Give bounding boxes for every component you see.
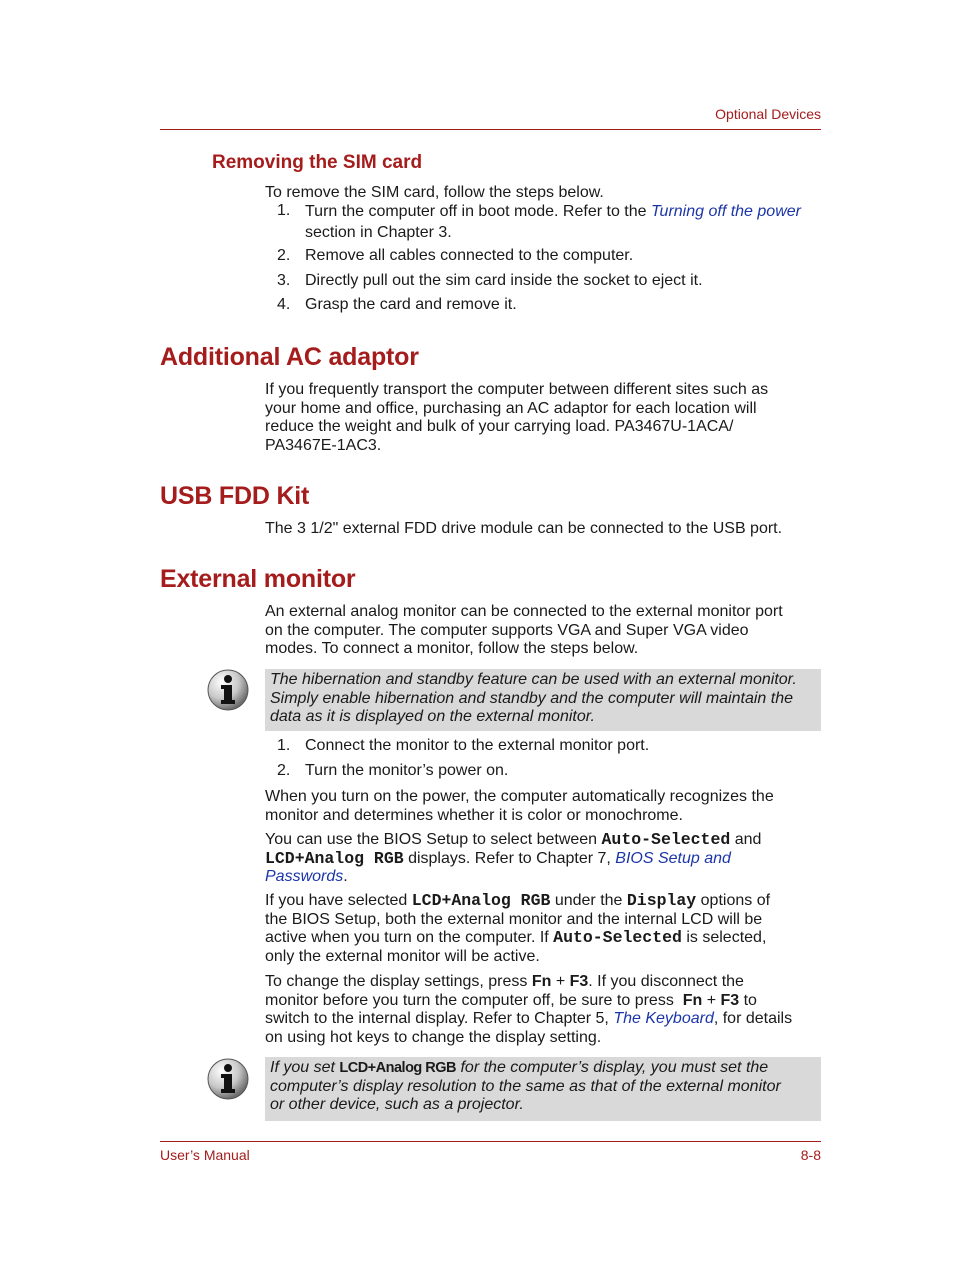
text-run: under the <box>550 892 627 909</box>
bios-paragraph <box>265 831 821 887</box>
text-run: switch to the internal display. Refer to Chapter 5, <box>265 1010 614 1028</box>
step-text: Connect the monitor to the external monitor port. <box>305 737 650 754</box>
text-run: active when you turn on the computer. If <box>265 929 554 947</box>
step-number: 1. <box>277 737 291 754</box>
text-run: to <box>739 991 757 1009</box>
text-line: your home and office, purchasing an AC adaptor for each location will <box>265 399 757 417</box>
text-run: + <box>702 991 721 1009</box>
note-line: The hibernation and standby feature can be used with an external monitor. <box>270 671 797 688</box>
text-run: . If you disconnect the <box>588 973 744 990</box>
key-f3: F3 <box>569 973 589 990</box>
text-run: + <box>551 973 570 990</box>
hotkey-paragraph <box>265 973 821 1048</box>
text-run: . <box>343 868 348 886</box>
text-run: You can use the BIOS Setup to select between <box>265 831 602 848</box>
text-line: on using hot keys to change the display setting. <box>265 1029 602 1047</box>
text-line: modes. To connect a monitor, follow the steps below. <box>265 640 639 658</box>
code-lcd-analog-rgb: LCD+Analog RGB <box>265 848 404 868</box>
step-text: Directly pull out the sim card inside the socket to eject it. <box>305 272 703 289</box>
text-run: monitor before you turn the computer off, be sure to press <box>265 991 683 1009</box>
note-setting-name: LCD+Analog RGB <box>339 1060 457 1076</box>
footer-rule <box>160 1141 821 1142</box>
fdd-heading: USB FDD Kit <box>160 482 310 510</box>
step-number: 2. <box>277 762 291 779</box>
monitor-intro <box>265 603 821 659</box>
text-line: the BIOS Setup, both the external monitor and the internal LCD will be <box>265 910 763 928</box>
list-item <box>265 201 821 245</box>
text-run: and <box>730 831 762 848</box>
code-lcd-analog-rgb: LCD+Analog RGB <box>411 891 551 910</box>
text-line: When you turn on the power, the computer automatically recognizes the <box>265 788 774 805</box>
code-auto-selected: Auto-Selected <box>601 830 731 849</box>
text-line: on the computer. The computer supports VGA and Super VGA video <box>265 621 749 639</box>
note-box <box>265 669 821 731</box>
footer-manual-title: User’s Manual <box>160 1147 250 1163</box>
code-auto-selected: Auto-Selected <box>553 928 682 948</box>
key-fn: Fn <box>682 991 703 1009</box>
info-icon <box>206 1057 250 1101</box>
note-line: computer’s display resolution to the same as that of the external monitor <box>270 1077 781 1095</box>
step-text: Turn the monitor’s power on. <box>305 762 509 779</box>
text-run: options of <box>696 892 771 909</box>
key-f3: F3 <box>720 991 740 1009</box>
bios-setup-link[interactable]: BIOS Setup and <box>615 849 731 867</box>
step-text: Remove all cables connected to the computer. <box>305 247 634 264</box>
text-line: only the external monitor will be active. <box>265 948 540 966</box>
turning-off-link[interactable]: Turning off the power <box>650 203 801 220</box>
header-rule <box>160 129 821 130</box>
note-text-run: for the computer’s display, you must set the <box>456 1059 769 1076</box>
step-number: 4. <box>277 296 291 313</box>
sim-heading: Removing the SIM card <box>212 152 423 173</box>
text-line: monitor and determines whether it is color or monochrome. <box>265 806 683 824</box>
step-text: Grasp the card and remove it. <box>305 296 517 313</box>
note-line: data as it is displayed on the external monitor. <box>270 708 595 726</box>
keyboard-link[interactable]: The Keyboard <box>613 1010 714 1028</box>
info-icon <box>206 668 250 712</box>
text-run: , for details <box>713 1010 793 1028</box>
text-line: An external analog monitor can be connected to the external monitor port <box>265 603 783 620</box>
auto-detect-paragraph <box>265 788 821 825</box>
text-line: If you frequently transport the computer between different sites such as <box>265 381 769 398</box>
page-number: 8-8 <box>800 1147 821 1163</box>
note-line: or other device, such as a projector. <box>270 1096 524 1114</box>
ac-heading: Additional AC adaptor <box>160 343 419 371</box>
step-number: 2. <box>277 247 291 264</box>
ac-paragraph <box>265 381 821 456</box>
text-run: displays. Refer to Chapter 7, <box>403 849 616 867</box>
step-number: 1. <box>277 202 291 219</box>
step-number: 3. <box>277 272 291 289</box>
sim-intro: To remove the SIM card, follow the steps below. <box>265 184 604 201</box>
note-box <box>265 1057 821 1121</box>
code-display: Display <box>626 891 697 910</box>
key-fn: Fn <box>531 973 552 990</box>
note-text-run: If you set <box>270 1059 340 1076</box>
fdd-paragraph: The 3 1/2" external FDD drive module can be connected to the USB port. <box>265 520 783 537</box>
text-run: To change the display settings, press <box>265 973 532 990</box>
monitor-heading: External monitor <box>160 565 356 593</box>
text-line: PA3467E-1AC3. <box>265 437 382 455</box>
text-run: If you have selected <box>265 892 412 909</box>
running-header: Optional Devices <box>715 106 821 122</box>
step-text: Turn the computer off in boot mode. Refer to the <box>305 203 651 220</box>
step-text-continued: section in Chapter 3. <box>305 224 452 241</box>
display-option-paragraph <box>265 892 821 967</box>
passwords-link[interactable]: Passwords <box>265 868 344 886</box>
note-line: Simply enable hibernation and standby and the computer will maintain the <box>270 689 793 707</box>
text-run: is selected, <box>681 929 767 947</box>
text-line: reduce the weight and bulk of your carrying load. PA3467U-1ACA/ <box>265 418 734 436</box>
